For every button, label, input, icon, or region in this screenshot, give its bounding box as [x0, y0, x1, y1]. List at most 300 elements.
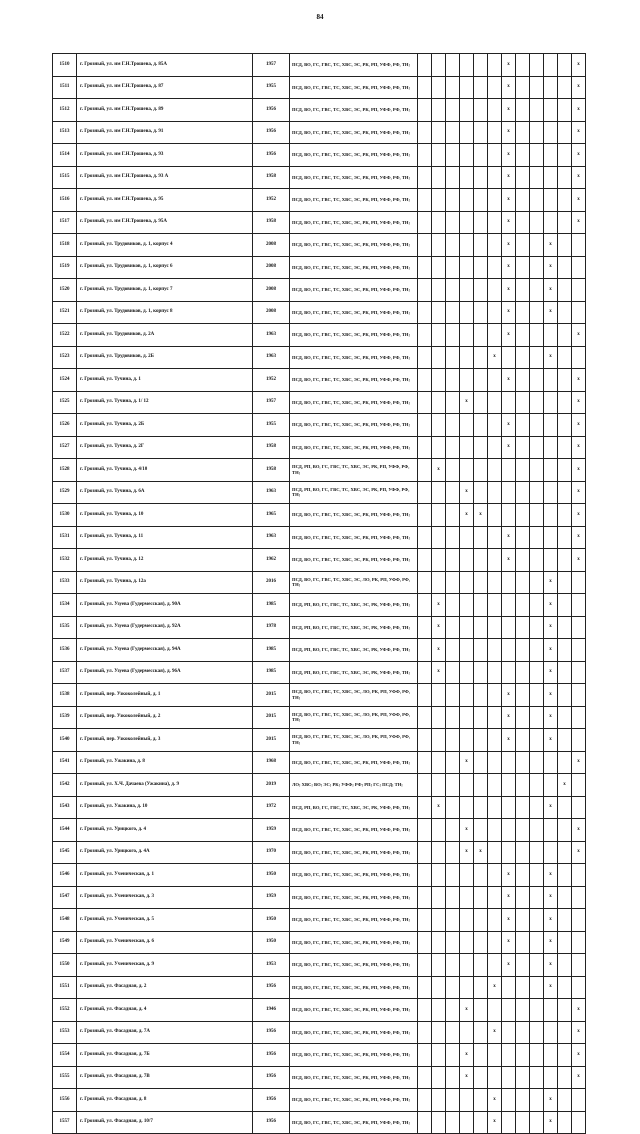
mark-cell	[474, 166, 488, 189]
mark-cell	[488, 526, 502, 549]
mark-cell	[460, 954, 474, 977]
mark-cell	[432, 706, 446, 729]
mark-cell	[460, 639, 474, 662]
mark-cell	[446, 481, 460, 504]
systems-cell: ПСД, ВО, ГС, ГВС, ТС, ХВС, ЭС, РК, РП, УФФ, РФ, ТН;	[290, 954, 418, 977]
mark-cell: x	[502, 931, 516, 954]
mark-cell	[530, 661, 544, 684]
mark-cell	[516, 751, 530, 774]
address-cell: г. Грозный, пер. Узкоколейный, д. 3	[77, 729, 253, 752]
mark-cell	[446, 346, 460, 369]
mark-cell	[474, 999, 488, 1022]
year-built-cell: 1965	[253, 504, 290, 527]
mark-cell	[488, 931, 502, 954]
mark-cell	[488, 954, 502, 977]
mark-cell	[572, 301, 586, 324]
table-row	[53, 706, 586, 729]
mark-cell	[474, 819, 488, 842]
systems-cell: ПСД, ВО, ГС, ГВС, ТС, ХВС, ЭС, РК, РП, УФФ, РФ, ТН;	[290, 414, 418, 437]
mark-cell	[432, 909, 446, 932]
mark-cell	[572, 864, 586, 887]
mark-cell	[516, 1021, 530, 1044]
mark-cell	[432, 436, 446, 459]
mark-cell	[530, 166, 544, 189]
mark-cell	[432, 279, 446, 302]
table-row	[53, 819, 586, 842]
mark-cell	[516, 999, 530, 1022]
mark-cell: x	[460, 1044, 474, 1067]
mark-cell	[530, 706, 544, 729]
systems-cell: ПСД, ВО, ГС, ГВС, ТС, ХВС, ЭС, РК, РП, УФФ, РФ, ТН;	[290, 436, 418, 459]
address-cell: г. Грозный, ул. Урицкого, д. 4	[77, 819, 253, 842]
mark-cell	[516, 571, 530, 594]
mark-cell	[446, 279, 460, 302]
table-row	[53, 211, 586, 234]
address-cell: г. Грозный, ул. Трудовиков, д. 2А	[77, 324, 253, 347]
mark-cell	[488, 256, 502, 279]
mark-cell: x	[502, 256, 516, 279]
row-number-cell: 1556	[53, 1089, 77, 1112]
mark-cell: x	[572, 1066, 586, 1089]
mark-cell	[460, 976, 474, 999]
mark-cell	[530, 594, 544, 617]
mark-cell: x	[572, 459, 586, 482]
table-row	[53, 414, 586, 437]
mark-cell	[418, 819, 432, 842]
mark-cell	[418, 189, 432, 212]
mark-cell	[418, 279, 432, 302]
row-number-cell: 1524	[53, 369, 77, 392]
row-number-cell: 1544	[53, 819, 77, 842]
mark-cell	[488, 549, 502, 572]
mark-cell	[544, 1044, 558, 1067]
mark-cell	[446, 436, 460, 459]
mark-cell	[572, 1111, 586, 1134]
table-row	[53, 751, 586, 774]
mark-cell: x	[544, 1089, 558, 1112]
row-number-cell: 1541	[53, 751, 77, 774]
mark-cell	[516, 459, 530, 482]
mark-cell	[460, 324, 474, 347]
table-row	[53, 729, 586, 752]
mark-cell	[474, 639, 488, 662]
mark-cell	[488, 819, 502, 842]
table-row	[53, 571, 586, 594]
mark-cell	[488, 909, 502, 932]
mark-cell	[572, 234, 586, 257]
mark-cell	[418, 549, 432, 572]
mark-cell	[432, 189, 446, 212]
address-cell: г. Грозный, ул. им Г.Н.Трошева, д. 91	[77, 121, 253, 144]
mark-cell: x	[572, 211, 586, 234]
table-row	[53, 121, 586, 144]
mark-cell: x	[544, 864, 558, 887]
mark-cell: x	[572, 999, 586, 1022]
year-built-cell: 1958	[253, 436, 290, 459]
mark-cell	[516, 1066, 530, 1089]
table-row	[53, 144, 586, 167]
mark-cell	[558, 234, 572, 257]
mark-cell	[446, 324, 460, 347]
mark-cell	[446, 639, 460, 662]
mark-cell: x	[558, 774, 572, 797]
mark-cell	[446, 1044, 460, 1067]
mark-cell	[544, 211, 558, 234]
systems-cell: ПСД, ВО, ГС, ГВС, ТС, ХВС, ЭС, РК, РП, УФФ, РФ, ТН;	[290, 999, 418, 1022]
table-row	[53, 504, 586, 527]
mark-cell	[460, 1021, 474, 1044]
mark-cell	[460, 99, 474, 122]
year-built-cell: 1956	[253, 976, 290, 999]
mark-cell: x	[460, 999, 474, 1022]
mark-cell	[474, 1021, 488, 1044]
mark-cell	[446, 819, 460, 842]
mark-cell	[530, 886, 544, 909]
mark-cell: x	[488, 1111, 502, 1134]
mark-cell: x	[432, 661, 446, 684]
mark-cell	[446, 121, 460, 144]
mark-cell	[530, 909, 544, 932]
mark-cell	[558, 189, 572, 212]
mark-cell	[516, 279, 530, 302]
row-number-cell: 1546	[53, 864, 77, 887]
mark-cell	[460, 616, 474, 639]
mark-cell	[558, 909, 572, 932]
year-built-cell: 1985	[253, 661, 290, 684]
row-number-cell: 1513	[53, 121, 77, 144]
address-cell: г. Грозный, ул. им Г.Н.Трошева, д. 85А	[77, 54, 253, 77]
mark-cell: x	[544, 976, 558, 999]
mark-cell	[432, 121, 446, 144]
mark-cell	[418, 504, 432, 527]
mark-cell	[502, 1111, 516, 1134]
address-cell: г. Грозный, пер. Узкоколейный, д. 1	[77, 684, 253, 707]
mark-cell	[432, 1111, 446, 1134]
mark-cell	[544, 324, 558, 347]
address-cell: г. Грозный, ул. Узуева (Гудермесская), д. 94А	[77, 639, 253, 662]
mark-cell	[530, 526, 544, 549]
mark-cell	[446, 301, 460, 324]
mark-cell	[502, 459, 516, 482]
table-row	[53, 886, 586, 909]
year-built-cell: 1985	[253, 594, 290, 617]
mark-cell	[446, 256, 460, 279]
mark-cell	[558, 346, 572, 369]
mark-cell	[432, 886, 446, 909]
mark-cell	[516, 1044, 530, 1067]
mark-cell	[474, 189, 488, 212]
mark-cell: x	[502, 144, 516, 167]
systems-cell: ПСД, ВО, ГС, ГВС, ТС, ХВС, ЭС, РК, РП, УФФ, РФ, ТН;	[290, 909, 418, 932]
mark-cell	[418, 684, 432, 707]
mark-cell	[530, 346, 544, 369]
mark-cell	[488, 76, 502, 99]
mark-cell	[516, 234, 530, 257]
mark-cell	[544, 774, 558, 797]
mark-cell: x	[572, 1044, 586, 1067]
table-row	[53, 54, 586, 77]
mark-cell	[460, 256, 474, 279]
mark-cell	[530, 976, 544, 999]
row-number-cell: 1523	[53, 346, 77, 369]
year-built-cell: 2016	[253, 571, 290, 594]
systems-cell: ПСД, ВО, ГС, ГВС, ТС, ХВС, ЭС, РК, РП, УФФ, РФ, ТН;	[290, 886, 418, 909]
mark-cell	[516, 1089, 530, 1112]
address-cell: г. Грозный, ул. Трудовиков, д. 2Б	[77, 346, 253, 369]
mark-cell	[488, 459, 502, 482]
mark-cell	[460, 729, 474, 752]
mark-cell	[418, 909, 432, 932]
mark-cell	[418, 211, 432, 234]
year-built-cell: 1956	[253, 1111, 290, 1134]
mark-cell	[516, 144, 530, 167]
mark-cell	[446, 211, 460, 234]
mark-cell	[516, 76, 530, 99]
mark-cell	[488, 571, 502, 594]
mark-cell	[516, 909, 530, 932]
year-built-cell: 1950	[253, 931, 290, 954]
mark-cell	[488, 999, 502, 1022]
mark-cell: x	[474, 841, 488, 864]
table-row	[53, 841, 586, 864]
mark-cell	[544, 76, 558, 99]
table-row	[53, 909, 586, 932]
mark-cell	[530, 1066, 544, 1089]
mark-cell	[572, 346, 586, 369]
mark-cell	[488, 504, 502, 527]
mark-cell	[530, 54, 544, 77]
mark-cell: x	[502, 121, 516, 144]
systems-cell: ПСД, ВО, ГС, ГВС, ТС, ХВС, ЭС, РК, РП, УФФ, РФ, ТН;	[290, 841, 418, 864]
table-row	[53, 166, 586, 189]
mark-cell	[460, 931, 474, 954]
mark-cell	[488, 436, 502, 459]
mark-cell	[558, 211, 572, 234]
mark-cell: x	[460, 1066, 474, 1089]
mark-cell	[474, 616, 488, 639]
row-number-cell: 1530	[53, 504, 77, 527]
mark-cell	[446, 954, 460, 977]
mark-cell	[432, 976, 446, 999]
mark-cell	[572, 796, 586, 819]
systems-cell: ПСД, ВО, ГС, ГВС, ТС, ХВС, ЭС, РК, РП, УФФ, РФ, ТН;	[290, 234, 418, 257]
mark-cell	[432, 549, 446, 572]
systems-cell: ПСД, ВО, ГС, ГВС, ТС, ХВС, ЭС, РК, РП, УФФ, РФ, ТН;	[290, 864, 418, 887]
address-cell: г. Грозный, ул. Тучина, д. 12а	[77, 571, 253, 594]
mark-cell: x	[502, 706, 516, 729]
mark-cell	[544, 166, 558, 189]
mark-cell	[418, 166, 432, 189]
row-number-cell: 1533	[53, 571, 77, 594]
mark-cell	[460, 301, 474, 324]
mark-cell	[460, 414, 474, 437]
mark-cell	[418, 324, 432, 347]
mark-cell	[558, 999, 572, 1022]
systems-cell: ПСД, РП, ВО, ГС, ГВС, ТС, ХВС, ЭС, РК, УФФ, РФ, ТН;	[290, 661, 418, 684]
mark-cell	[418, 76, 432, 99]
mark-cell	[460, 279, 474, 302]
systems-cell: ПСД, РП, ВО, ГС, ГВС, ТС, ХВС, ЭС, РК, УФФ, РФ, ТН;	[290, 639, 418, 662]
mark-cell	[474, 549, 488, 572]
row-number-cell: 1517	[53, 211, 77, 234]
mark-cell: x	[460, 751, 474, 774]
mark-cell	[446, 234, 460, 257]
year-built-cell: 2015	[253, 684, 290, 707]
mark-cell	[432, 999, 446, 1022]
mark-cell	[572, 594, 586, 617]
table-row	[53, 684, 586, 707]
year-built-cell: 2008	[253, 279, 290, 302]
mark-cell	[502, 346, 516, 369]
mark-cell	[418, 886, 432, 909]
mark-cell	[502, 571, 516, 594]
mark-cell	[446, 594, 460, 617]
mark-cell: x	[544, 639, 558, 662]
mark-cell: x	[474, 504, 488, 527]
mark-cell	[530, 234, 544, 257]
row-number-cell: 1512	[53, 99, 77, 122]
mark-cell	[474, 594, 488, 617]
mark-cell	[474, 481, 488, 504]
address-cell: г. Грозный, ул. Фасадная, д. 7В	[77, 1066, 253, 1089]
mark-cell	[474, 706, 488, 729]
year-built-cell: 2008	[253, 301, 290, 324]
mark-cell	[432, 1066, 446, 1089]
table-row	[53, 391, 586, 414]
systems-cell: ПСД, ВО, ГС, ГВС, ТС, ХВС, ЭС, РК, РП, УФФ, РФ, ТН;	[290, 976, 418, 999]
systems-cell: ПСД, РП, ВО, ГС, ГВС, ТС, ХВС, ЭС, РК, УФФ, РФ, ТН;	[290, 616, 418, 639]
mark-cell	[558, 144, 572, 167]
mark-cell	[544, 54, 558, 77]
mark-cell: x	[544, 571, 558, 594]
mark-cell	[418, 1044, 432, 1067]
year-built-cell: 2008	[253, 234, 290, 257]
mark-cell	[530, 369, 544, 392]
mark-cell: x	[544, 279, 558, 302]
mark-cell	[474, 751, 488, 774]
address-cell: г. Грозный, ул. Тучина, д. 2Б	[77, 414, 253, 437]
mark-cell	[460, 886, 474, 909]
systems-cell: ПСД, ВО, ГС, ГВС, ТС, ХВС, ЭС, РК, РП, УФФ, РФ, ТН;	[290, 121, 418, 144]
mark-cell: x	[572, 76, 586, 99]
mark-cell	[432, 729, 446, 752]
mark-cell	[474, 1089, 488, 1112]
mark-cell	[460, 144, 474, 167]
mark-cell	[502, 999, 516, 1022]
mark-cell	[558, 369, 572, 392]
mark-cell	[432, 391, 446, 414]
row-number-cell: 1514	[53, 144, 77, 167]
year-built-cell: 2015	[253, 706, 290, 729]
row-number-cell: 1518	[53, 234, 77, 257]
mark-cell	[418, 796, 432, 819]
mark-cell	[446, 661, 460, 684]
mark-cell: x	[572, 121, 586, 144]
mark-cell	[516, 706, 530, 729]
mark-cell	[432, 526, 446, 549]
mark-cell	[544, 369, 558, 392]
mark-cell	[418, 841, 432, 864]
mark-cell	[474, 1111, 488, 1134]
mark-cell	[558, 526, 572, 549]
address-cell: г. Грозный, ул. Трудовиков, д. 1, корпус 4	[77, 234, 253, 257]
mark-cell	[572, 1089, 586, 1112]
address-cell: г. Грозный, пер. Узкоколейный, д. 2	[77, 706, 253, 729]
mark-cell	[516, 324, 530, 347]
mark-cell	[446, 571, 460, 594]
mark-cell	[558, 616, 572, 639]
mark-cell: x	[502, 279, 516, 302]
mark-cell	[488, 684, 502, 707]
table-row	[53, 256, 586, 279]
mark-cell	[544, 549, 558, 572]
mark-cell	[558, 706, 572, 729]
mark-cell	[418, 751, 432, 774]
mark-cell	[544, 121, 558, 144]
mark-cell	[544, 999, 558, 1022]
systems-cell: ПСД, ВО, ГС, ГВС, ТС, ХВС, ЭС, РК, РП, УФФ, РФ, ТН;	[290, 1021, 418, 1044]
mark-cell: x	[544, 796, 558, 819]
mark-cell	[488, 639, 502, 662]
table-row	[53, 661, 586, 684]
mark-cell: x	[502, 864, 516, 887]
mark-cell	[558, 301, 572, 324]
mark-cell	[516, 594, 530, 617]
mark-cell	[572, 616, 586, 639]
mark-cell	[418, 1111, 432, 1134]
mark-cell: x	[544, 706, 558, 729]
mark-cell	[418, 864, 432, 887]
systems-cell: ПСД, ВО, ГС, ГВС, ТС, ХВС, ЭС, РК, РП, УФФ, РФ, ТН;	[290, 189, 418, 212]
systems-cell: ПСД, ВО, ГС, ГВС, ТС, ХВС, ЭС, РК, РП, УФФ, РФ, ТН;	[290, 931, 418, 954]
mark-cell	[530, 324, 544, 347]
mark-cell	[544, 481, 558, 504]
mark-cell	[488, 594, 502, 617]
mark-cell: x	[432, 459, 446, 482]
row-number-cell: 1511	[53, 76, 77, 99]
mark-cell	[502, 661, 516, 684]
table-row	[53, 99, 586, 122]
mark-cell	[516, 526, 530, 549]
mark-cell	[530, 1044, 544, 1067]
mark-cell	[516, 391, 530, 414]
mark-cell	[460, 684, 474, 707]
row-number-cell: 1527	[53, 436, 77, 459]
systems-cell: ПСД, ВО, ГС, ГВС, ТС, ХВС, ЭС, ЛО, РК, РП, УФФ, РФ, ТН;	[290, 684, 418, 707]
mark-cell: x	[572, 436, 586, 459]
mark-cell	[502, 391, 516, 414]
mark-cell	[502, 639, 516, 662]
mark-cell	[418, 774, 432, 797]
mark-cell	[474, 931, 488, 954]
mark-cell	[432, 166, 446, 189]
mark-cell	[474, 121, 488, 144]
table-row	[53, 1089, 586, 1112]
mark-cell	[474, 76, 488, 99]
mark-cell	[544, 391, 558, 414]
mark-cell	[446, 1021, 460, 1044]
mark-cell	[418, 639, 432, 662]
row-number-cell: 1525	[53, 391, 77, 414]
mark-cell	[446, 166, 460, 189]
mark-cell: x	[572, 324, 586, 347]
table-row	[53, 234, 586, 257]
address-cell: г. Грозный, ул. им Г.Н.Трошева, д. 93 А	[77, 166, 253, 189]
systems-cell: ПСД, ВО, ГС, ГВС, ТС, ХВС, ЭС, РК, РП, УФФ, РФ, ТН;	[290, 549, 418, 572]
address-cell: г. Грозный, ул. им Г.Н.Трошева, д. 95А	[77, 211, 253, 234]
mark-cell	[432, 211, 446, 234]
mark-cell	[516, 504, 530, 527]
